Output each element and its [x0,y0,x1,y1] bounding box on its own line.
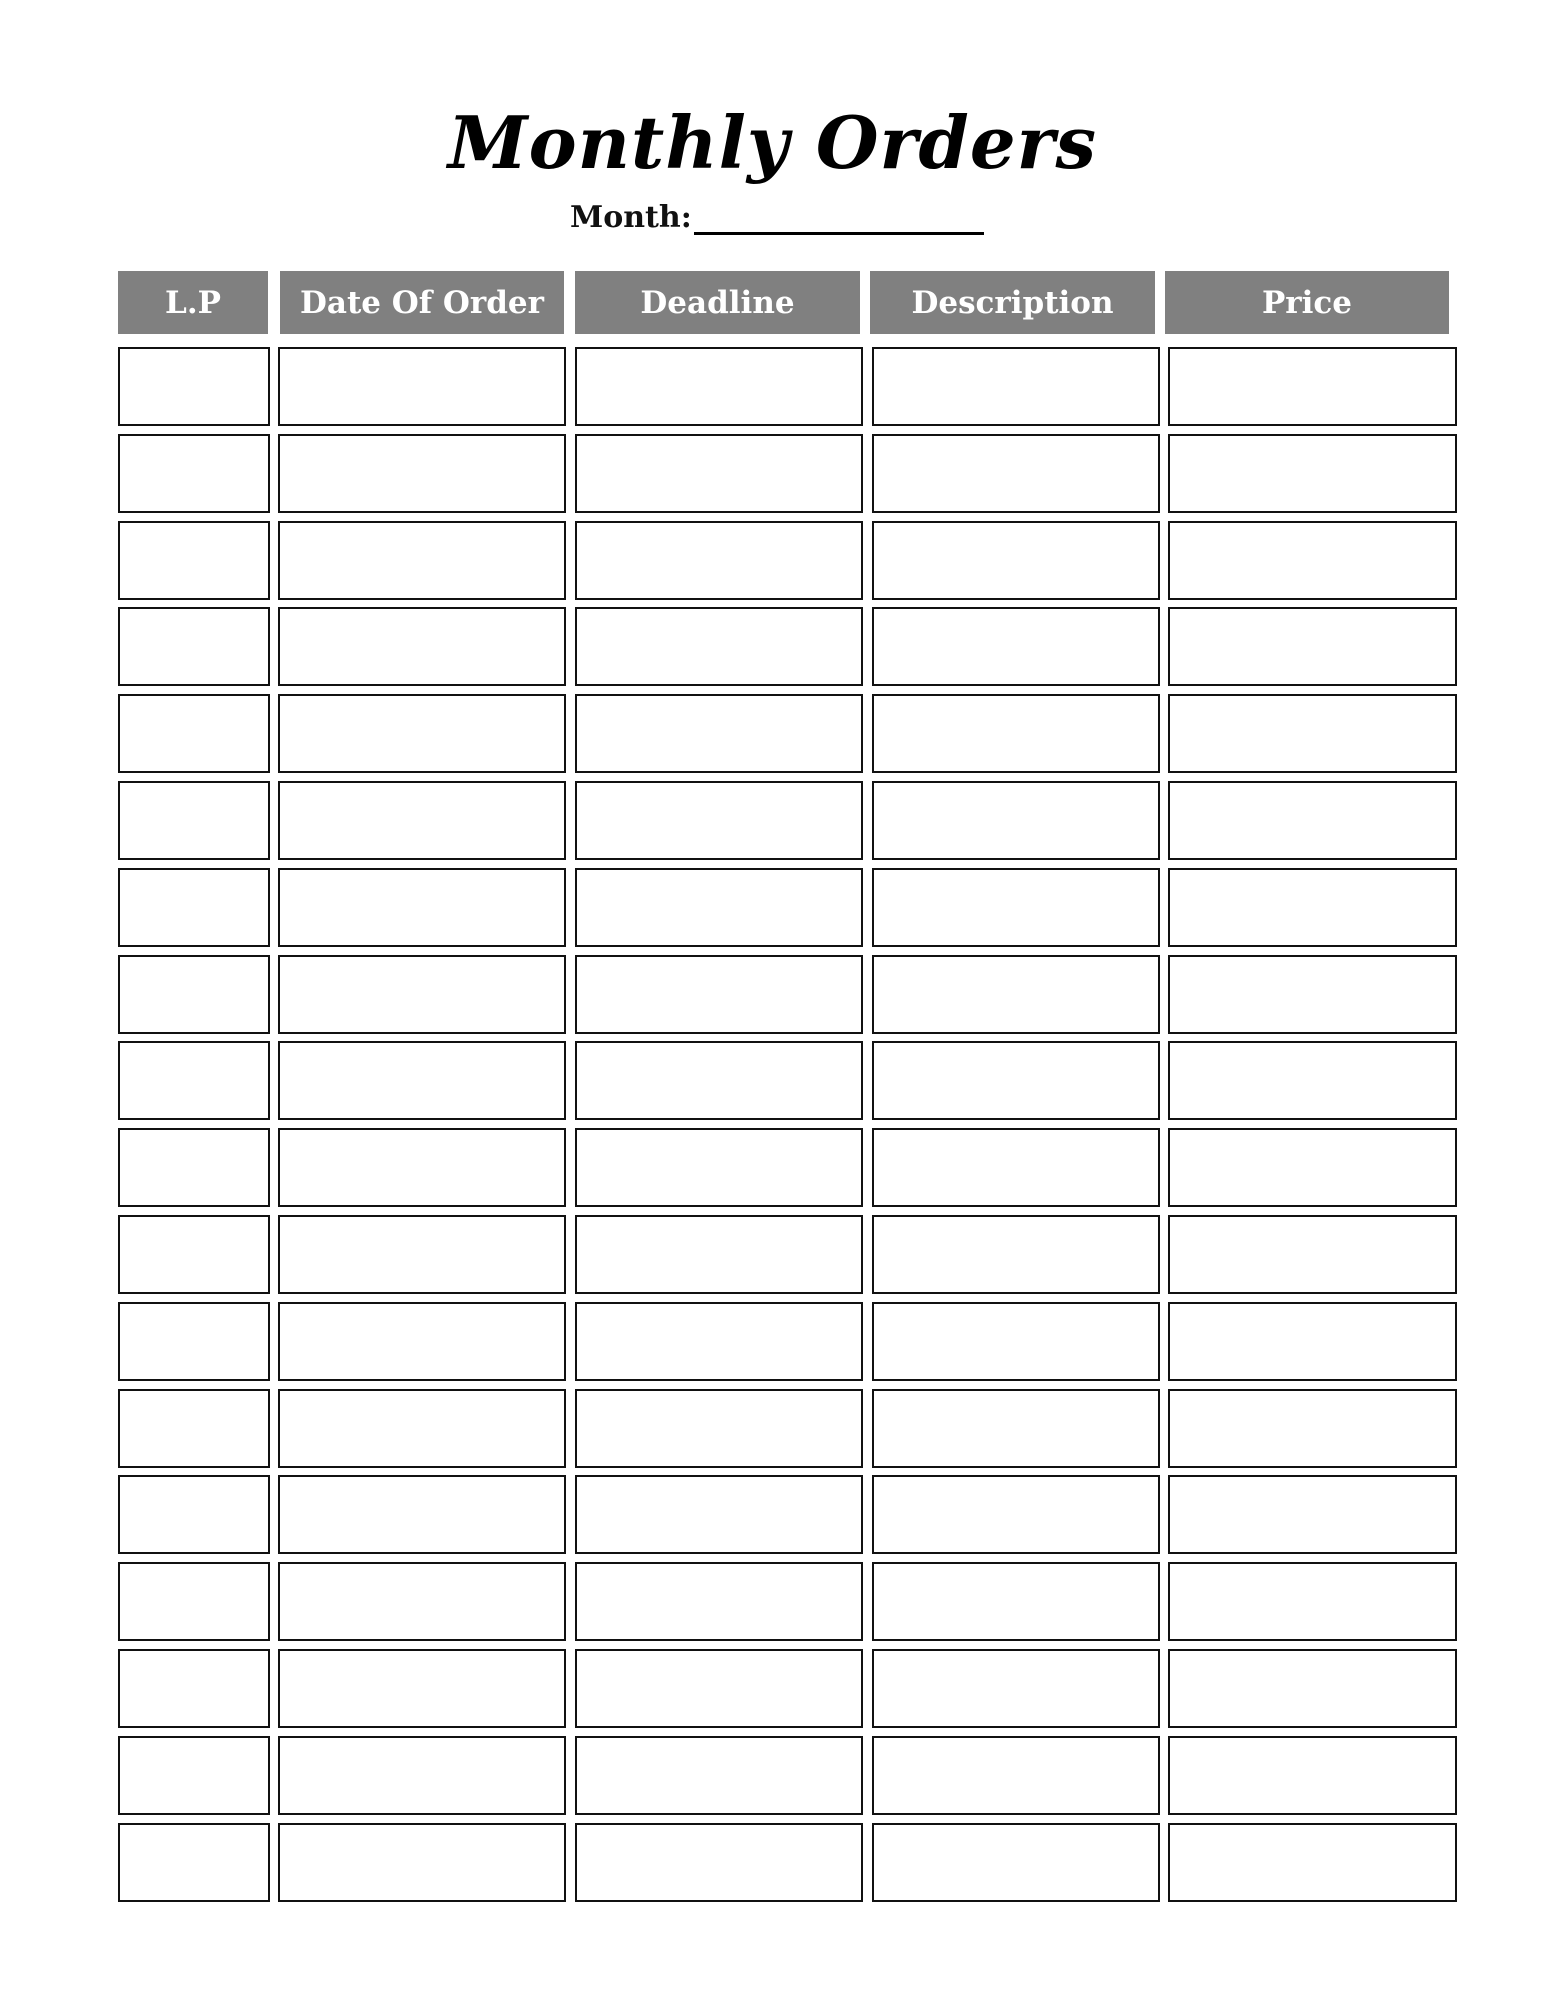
table-cell[interactable] [278,1736,566,1815]
table-cell[interactable] [118,607,270,686]
table-cell[interactable] [118,694,270,773]
column-header: Price [1165,271,1449,334]
table-cell[interactable] [1168,607,1457,686]
table-cell[interactable] [118,1823,270,1902]
table-cell[interactable] [575,955,863,1034]
table-cell[interactable] [1168,1736,1457,1815]
month-field [570,200,984,235]
table-cell[interactable] [278,781,566,860]
table-cell[interactable] [575,1215,863,1294]
table-cell[interactable] [118,1041,270,1120]
table-cell[interactable] [278,1389,566,1468]
table-cell[interactable] [278,607,566,686]
table-cell[interactable] [118,1736,270,1815]
table-cell[interactable] [118,868,270,947]
table-cell[interactable] [118,1562,270,1641]
table-cell[interactable] [118,1215,270,1294]
table-cell[interactable] [1168,1823,1457,1902]
table-cell[interactable] [1168,781,1457,860]
table-cell[interactable] [575,1302,863,1381]
table-cell[interactable] [872,1128,1160,1207]
table-cell[interactable] [278,1041,566,1120]
table-cell[interactable] [872,1736,1160,1815]
table-cell[interactable] [1168,955,1457,1034]
table-cell[interactable] [575,1389,863,1468]
column-header: Deadline [575,271,860,334]
table-cell[interactable] [278,434,566,513]
table-cell[interactable] [575,1475,863,1554]
table-cell[interactable] [278,1475,566,1554]
table-cell[interactable] [575,1041,863,1120]
table-cell[interactable] [575,521,863,600]
table-cell[interactable] [118,781,270,860]
table-cell[interactable] [118,1649,270,1728]
table-cell[interactable] [872,694,1160,773]
table-cell[interactable] [872,607,1160,686]
table-cell[interactable] [278,1215,566,1294]
table-cell[interactable] [872,781,1160,860]
table-cell[interactable] [1168,1649,1457,1728]
table-cell[interactable] [575,1736,863,1815]
table-cell[interactable] [575,434,863,513]
table-cell[interactable] [575,1649,863,1728]
table-cell[interactable] [1168,1215,1457,1294]
table-cell[interactable] [278,955,566,1034]
table-cell[interactable] [575,694,863,773]
table-cell[interactable] [278,1823,566,1902]
table-cell[interactable] [872,955,1160,1034]
table-cell[interactable] [1168,1041,1457,1120]
table-cell[interactable] [278,1128,566,1207]
table-cell[interactable] [118,434,270,513]
table-cell[interactable] [575,868,863,947]
table-cell[interactable] [118,347,270,426]
table-cell[interactable] [872,434,1160,513]
table-cell[interactable] [872,1649,1160,1728]
table-cell[interactable] [1168,1475,1457,1554]
table-cell[interactable] [278,1649,566,1728]
table-cell[interactable] [1168,521,1457,600]
table-cell[interactable] [278,1302,566,1381]
table-cell[interactable] [278,347,566,426]
table-cell[interactable] [278,694,566,773]
table-cell[interactable] [118,1302,270,1381]
month-label: Month: [570,200,692,235]
month-input[interactable] [694,204,984,235]
table-cell[interactable] [575,1562,863,1641]
table-cell[interactable] [575,781,863,860]
table-cell[interactable] [118,1128,270,1207]
table-cell[interactable] [872,1562,1160,1641]
table-cell[interactable] [872,1389,1160,1468]
table-cell[interactable] [118,1475,270,1554]
table-cell[interactable] [872,1302,1160,1381]
table-cell[interactable] [278,868,566,947]
table-cell[interactable] [1168,434,1457,513]
table-cell[interactable] [1168,1302,1457,1381]
table-cell[interactable] [118,521,270,600]
table-cell[interactable] [1168,694,1457,773]
table-cell[interactable] [278,1562,566,1641]
table-cell[interactable] [575,607,863,686]
column-header: L.P [118,271,268,334]
table-cell[interactable] [872,521,1160,600]
column-header: Date Of Order [280,271,564,334]
column-header: Description [870,271,1155,334]
table-cell[interactable] [872,1215,1160,1294]
table-cell[interactable] [278,521,566,600]
table-cell[interactable] [1168,868,1457,947]
table-cell[interactable] [118,1389,270,1468]
table-cell[interactable] [1168,347,1457,426]
table-cell[interactable] [575,1128,863,1207]
table-cell[interactable] [872,1823,1160,1902]
table-cell[interactable] [118,955,270,1034]
table-cell[interactable] [872,1475,1160,1554]
table-cell[interactable] [1168,1562,1457,1641]
page-title: Monthly Orders [447,100,1098,185]
table-cell[interactable] [1168,1389,1457,1468]
table-cell[interactable] [872,347,1160,426]
table-cell[interactable] [575,347,863,426]
table-cell[interactable] [872,868,1160,947]
table-cell[interactable] [1168,1128,1457,1207]
table-cell[interactable] [575,1823,863,1902]
table-cell[interactable] [872,1041,1160,1120]
